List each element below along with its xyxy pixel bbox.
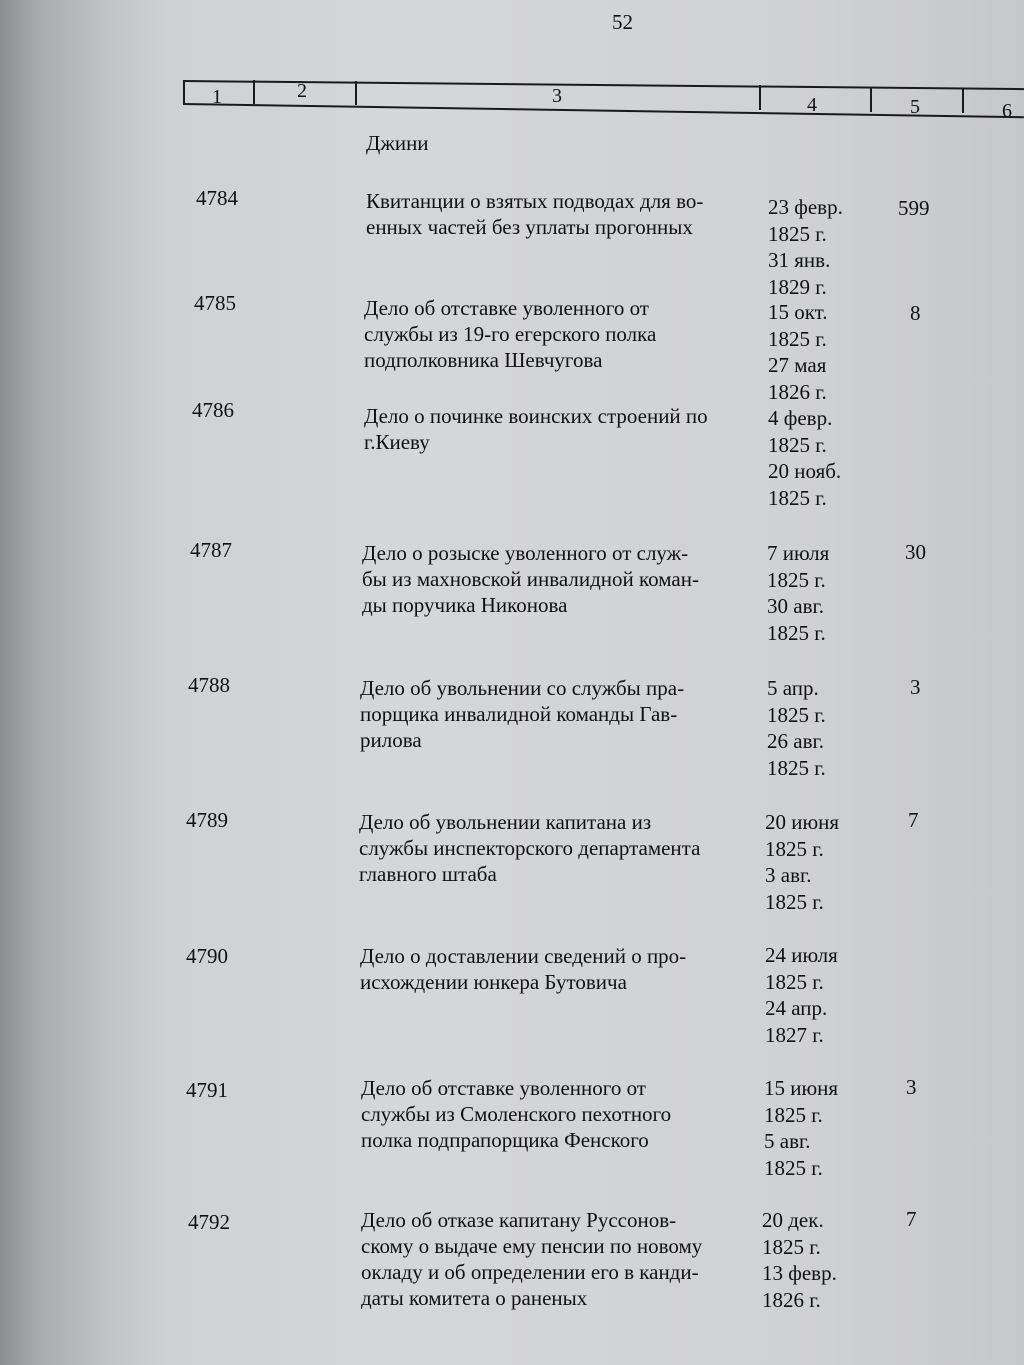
description-line: ды поручика Никонова <box>362 593 568 617</box>
sheet-count: 599 <box>898 196 930 220</box>
record-dates <box>768 299 828 405</box>
record-dates <box>765 809 839 915</box>
date-line: 1825 г. <box>767 755 826 780</box>
record-number: 4788 <box>188 673 230 697</box>
sheet-count: 3 <box>906 1075 917 1099</box>
page-number: 52 <box>612 10 633 34</box>
column-header <box>0 0 1024 140</box>
date-line: 1826 г. <box>762 1287 821 1312</box>
date-line: 23 февр. <box>768 195 843 219</box>
description-line: службы из Смоленского пехотного <box>361 1102 672 1126</box>
date-line: 1825 г. <box>762 1234 821 1259</box>
date-line: 1825 г. <box>764 1102 823 1127</box>
header-bottom-rule <box>183 103 1024 118</box>
date-line: 1825 г. <box>767 620 826 645</box>
description-line: окладу и об определении его в канди- <box>361 1260 699 1284</box>
record-dates <box>764 1075 838 1181</box>
description-line: Дело о доставлении сведений о про- <box>360 944 687 968</box>
description-line: главного штаба <box>359 862 497 886</box>
record-dates <box>767 675 826 781</box>
record-description <box>364 403 759 455</box>
header-divider <box>253 80 255 104</box>
date-line: 4 февр. <box>768 406 833 430</box>
date-line: 1825 г. <box>767 567 826 592</box>
description-line: даты комитета о раненых <box>361 1286 588 1310</box>
date-line: 1825 г. <box>768 485 827 510</box>
date-line: 1825 г. <box>765 836 824 861</box>
date-line: 13 февр. <box>762 1261 837 1285</box>
date-line: 27 мая <box>768 353 827 377</box>
column-label-4: 4 <box>807 94 817 116</box>
description-line: службы из 19-го егерского полка <box>364 322 657 346</box>
record-number: 4786 <box>192 398 234 422</box>
date-line: 7 июля <box>767 541 830 565</box>
record-number: 4790 <box>186 944 228 968</box>
record-description <box>360 943 755 995</box>
description-line: Дело о розыске уволенного от служ- <box>362 541 689 565</box>
record-dates <box>767 540 829 646</box>
header-divider <box>962 88 964 113</box>
date-line: 3 авг. <box>765 863 812 887</box>
date-line: 20 июня <box>765 810 840 834</box>
description-line: Дело об отказе капитану Руссонов- <box>361 1208 677 1232</box>
description-line: Дело об увольнении капитана из <box>359 810 652 834</box>
date-line: 1825 г. <box>768 432 827 457</box>
record-description <box>359 809 754 887</box>
column-label-5: 5 <box>910 96 920 118</box>
header-top-rule <box>183 80 1024 90</box>
column-label-1: 1 <box>212 86 222 108</box>
date-line: 1825 г. <box>768 221 827 246</box>
sheet-count: 8 <box>910 301 921 325</box>
date-line: 1826 г. <box>768 379 827 404</box>
record-dates <box>768 405 841 511</box>
description-line: Дело об увольнении со службы пра- <box>360 676 685 700</box>
sheet-count: 7 <box>908 808 919 832</box>
description-line: Дело о починке воинских строений по <box>364 404 708 428</box>
date-line: 31 янв. <box>768 248 831 272</box>
record-dates <box>768 194 843 300</box>
description-line: Дело об отставке уволенного от <box>361 1076 646 1100</box>
description-line: исхождении юнкера Бутовича <box>360 970 627 994</box>
date-line: 20 дек. <box>762 1208 824 1232</box>
record-description <box>362 540 757 618</box>
date-line: 30 авг. <box>767 594 824 618</box>
header-divider <box>759 85 761 110</box>
date-line: 24 июля <box>765 943 838 967</box>
description-line: скому о выдаче ему пенсии по новому <box>361 1234 703 1258</box>
date-line: 1825 г. <box>765 889 824 914</box>
sheet-count: 7 <box>906 1207 917 1231</box>
description-line: полка подпрапорщика Фенского <box>361 1128 649 1152</box>
description-line: службы инспекторского департамента <box>359 836 701 860</box>
date-line: 24 апр. <box>765 996 828 1020</box>
description-line: подполковника Шевчугова <box>364 348 603 372</box>
date-line: 5 авг. <box>764 1129 811 1153</box>
record-description <box>361 1075 756 1153</box>
header-divider <box>870 87 872 112</box>
record-description <box>360 675 755 753</box>
record-dates <box>765 942 838 1048</box>
date-line: 5 апр. <box>767 676 819 700</box>
record-dates <box>762 1207 837 1313</box>
record-number: 4791 <box>186 1078 228 1102</box>
description-line: порщика инвалидной команды Гав- <box>360 702 678 726</box>
date-line: 26 авг. <box>767 729 824 753</box>
record-number: 4785 <box>194 291 236 315</box>
date-line: 15 окт. <box>768 300 828 324</box>
description-line: рилова <box>360 728 422 752</box>
date-line: 1825 г. <box>764 1155 823 1180</box>
date-line: 1829 г. <box>768 274 827 299</box>
description-line: бы из махновской инвалидной коман- <box>362 567 699 591</box>
header-divider <box>355 81 357 105</box>
record-description <box>361 1207 756 1311</box>
date-line: 15 июня <box>764 1076 839 1100</box>
date-line: 1825 г. <box>767 702 826 727</box>
column-label-6: 6 <box>1002 100 1012 122</box>
description-line: Квитанции о взятых подводах для во- <box>366 189 704 213</box>
sheet-count: 30 <box>905 540 926 564</box>
date-line: 1825 г. <box>768 326 827 351</box>
column-label-2: 2 <box>297 80 307 102</box>
record-number: 4784 <box>196 186 238 210</box>
column-label-3: 3 <box>552 85 562 107</box>
date-line: 1825 г. <box>765 969 824 994</box>
record-number: 4789 <box>186 808 228 832</box>
description-line: г.Киеву <box>364 430 430 454</box>
header-divider <box>183 80 185 104</box>
description-line: Дело об отставке уволенного от <box>364 296 649 320</box>
record-description <box>364 295 759 373</box>
date-line: 1827 г. <box>765 1022 824 1047</box>
record-number: 4792 <box>188 1210 230 1234</box>
sheet-count: 3 <box>910 675 921 699</box>
section-title: Джини <box>366 131 429 155</box>
description-line: енных частей без уплаты прогонных <box>366 215 693 239</box>
record-description <box>366 188 761 240</box>
record-number: 4787 <box>190 538 232 562</box>
date-line: 20 нояб. <box>768 459 842 483</box>
